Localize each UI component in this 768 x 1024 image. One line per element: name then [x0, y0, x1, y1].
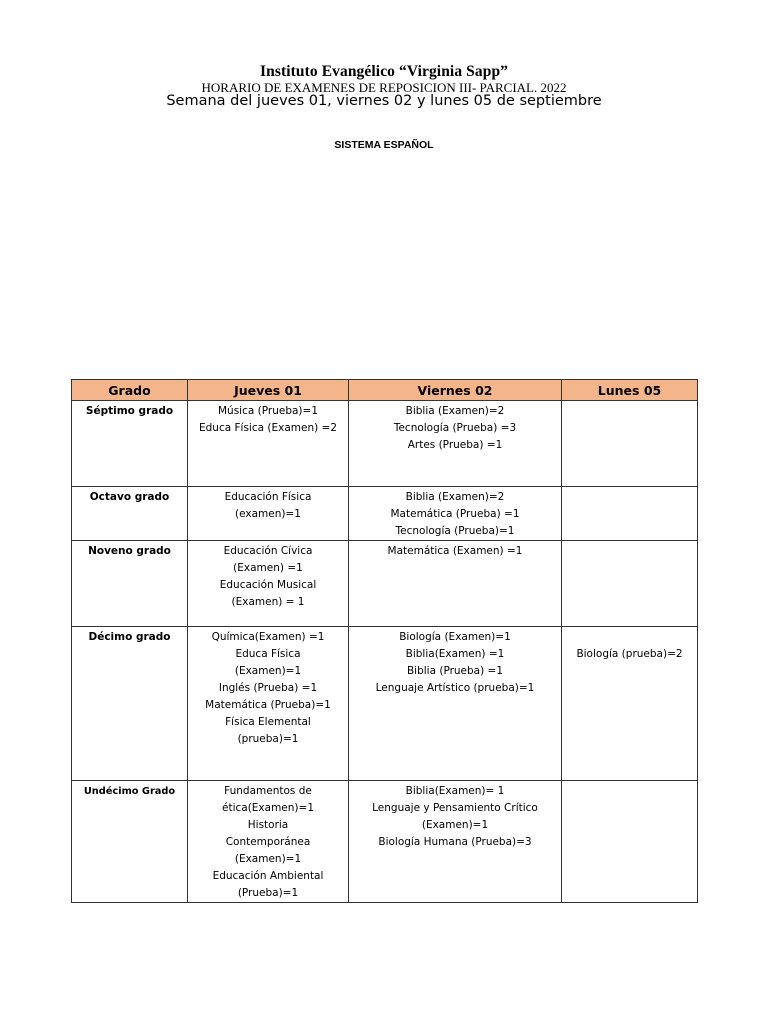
- exam-entry: Tecnología (Prueba) =3: [393, 422, 517, 434]
- table-row: [72, 487, 698, 541]
- jueves-cell: [188, 401, 349, 487]
- table-row: [72, 781, 698, 903]
- schedule-title: HORARIO DE EXAMENES DE REPOSICION III- PARCIAL. 2022: [201, 80, 567, 95]
- viernes-cell: [349, 541, 562, 627]
- column-header-jueves: Jueves 01: [188, 380, 349, 401]
- jueves-cell: [188, 627, 349, 781]
- exam-entry: Biología (prueba)=2: [576, 648, 683, 660]
- exam-entry: Matemática (Examen) =1: [387, 545, 523, 557]
- grade-cell: Séptimo grado: [72, 401, 188, 487]
- column-header-grado: Grado: [72, 380, 188, 401]
- jueves-cell: [188, 541, 349, 627]
- exam-entry: Educa Física (Examen) =2: [198, 422, 338, 434]
- table-row: [72, 541, 698, 627]
- exam-entry: Artes (Prueba) =1: [407, 439, 503, 451]
- viernes-cell: [349, 487, 562, 541]
- exam-entry: Lenguaje Artístico (prueba)=1: [375, 682, 535, 694]
- lunes-cell: [562, 487, 698, 541]
- table-header-row: [72, 380, 698, 401]
- exam-entry: (Examen)=1: [234, 665, 302, 677]
- week-subtitle: Semana del jueves 01, viernes 02 y lunes 05 de septiembre: [166, 93, 602, 109]
- exam-entry: ética(Examen)=1: [222, 802, 314, 814]
- exam-entry: Fundamentos de: [224, 785, 312, 797]
- exam-entry: Biología (Examen)=1: [399, 631, 511, 643]
- exam-entry: Física Elemental: [225, 716, 311, 728]
- exam-entry: (Examen)=1: [421, 819, 489, 831]
- exam-entry: Biblia(Examen)= 1: [405, 785, 505, 797]
- exam-entry: Educación Cívica: [223, 545, 313, 557]
- exam-entry: Biblia (Prueba) =1: [406, 665, 504, 677]
- exam-schedule-table: [71, 379, 698, 903]
- exam-entry: Biblia (Examen)=2: [405, 491, 505, 503]
- exam-entry: Química(Examen) =1: [211, 631, 325, 643]
- table-row: [72, 401, 698, 487]
- exam-entry: Contemporánea: [225, 836, 311, 848]
- table-row: [72, 627, 698, 781]
- lunes-cell: [562, 541, 698, 627]
- lunes-cell: [562, 781, 698, 903]
- jueves-cell: [188, 781, 349, 903]
- system-label: SISTEMA ESPAÑOL: [334, 139, 434, 151]
- jueves-cell: [188, 487, 349, 541]
- column-header-lunes: Lunes 05: [562, 380, 698, 401]
- exam-entry: Educa Física: [235, 648, 301, 660]
- grade-cell: Octavo grado: [72, 487, 188, 541]
- exam-entry: Música (Prueba)=1: [218, 405, 318, 417]
- grade-cell: Noveno grado: [72, 541, 188, 627]
- exam-entry: (Examen) =1: [233, 562, 303, 574]
- column-header-viernes: Viernes 02: [349, 380, 562, 401]
- exam-entry: Educación Musical: [219, 579, 317, 591]
- exam-entry: (Examen)=1: [234, 853, 302, 865]
- viernes-cell: [349, 627, 562, 781]
- exam-entry: Educación Ambiental: [212, 870, 324, 882]
- exam-entry: Biblia (Examen)=2: [405, 405, 505, 417]
- exam-entry: Lenguaje y Pensamiento Crítico: [372, 802, 538, 814]
- institution-name: Instituto Evangélico “Virginia Sapp”: [259, 63, 509, 80]
- exam-entry: (prueba)=1: [237, 733, 299, 745]
- exam-entry: Educación Física: [224, 491, 312, 503]
- exam-entry: Tecnología (Prueba)=1: [395, 525, 515, 537]
- exam-entry: Biblia(Examen) =1: [405, 648, 505, 660]
- viernes-cell: [349, 781, 562, 903]
- exam-entry: Historia: [247, 819, 289, 831]
- lunes-cell: [562, 401, 698, 487]
- exam-entry: Inglés (Prueba) =1: [218, 682, 318, 694]
- exam-entry: (examen)=1: [235, 508, 301, 520]
- exam-entry: (Examen) = 1: [231, 596, 305, 608]
- exam-entry: Matemática (Prueba)=1: [205, 699, 331, 711]
- exam-entry: (Prueba)=1: [237, 887, 299, 899]
- grade-cell: Décimo grado: [72, 627, 188, 781]
- viernes-cell: [349, 401, 562, 487]
- exam-entry: Matemática (Prueba) =1: [390, 508, 520, 520]
- grade-cell: Undécimo Grado: [72, 781, 188, 903]
- lunes-cell: [562, 627, 698, 781]
- exam-entry: Biología Humana (Prueba)=3: [378, 836, 532, 848]
